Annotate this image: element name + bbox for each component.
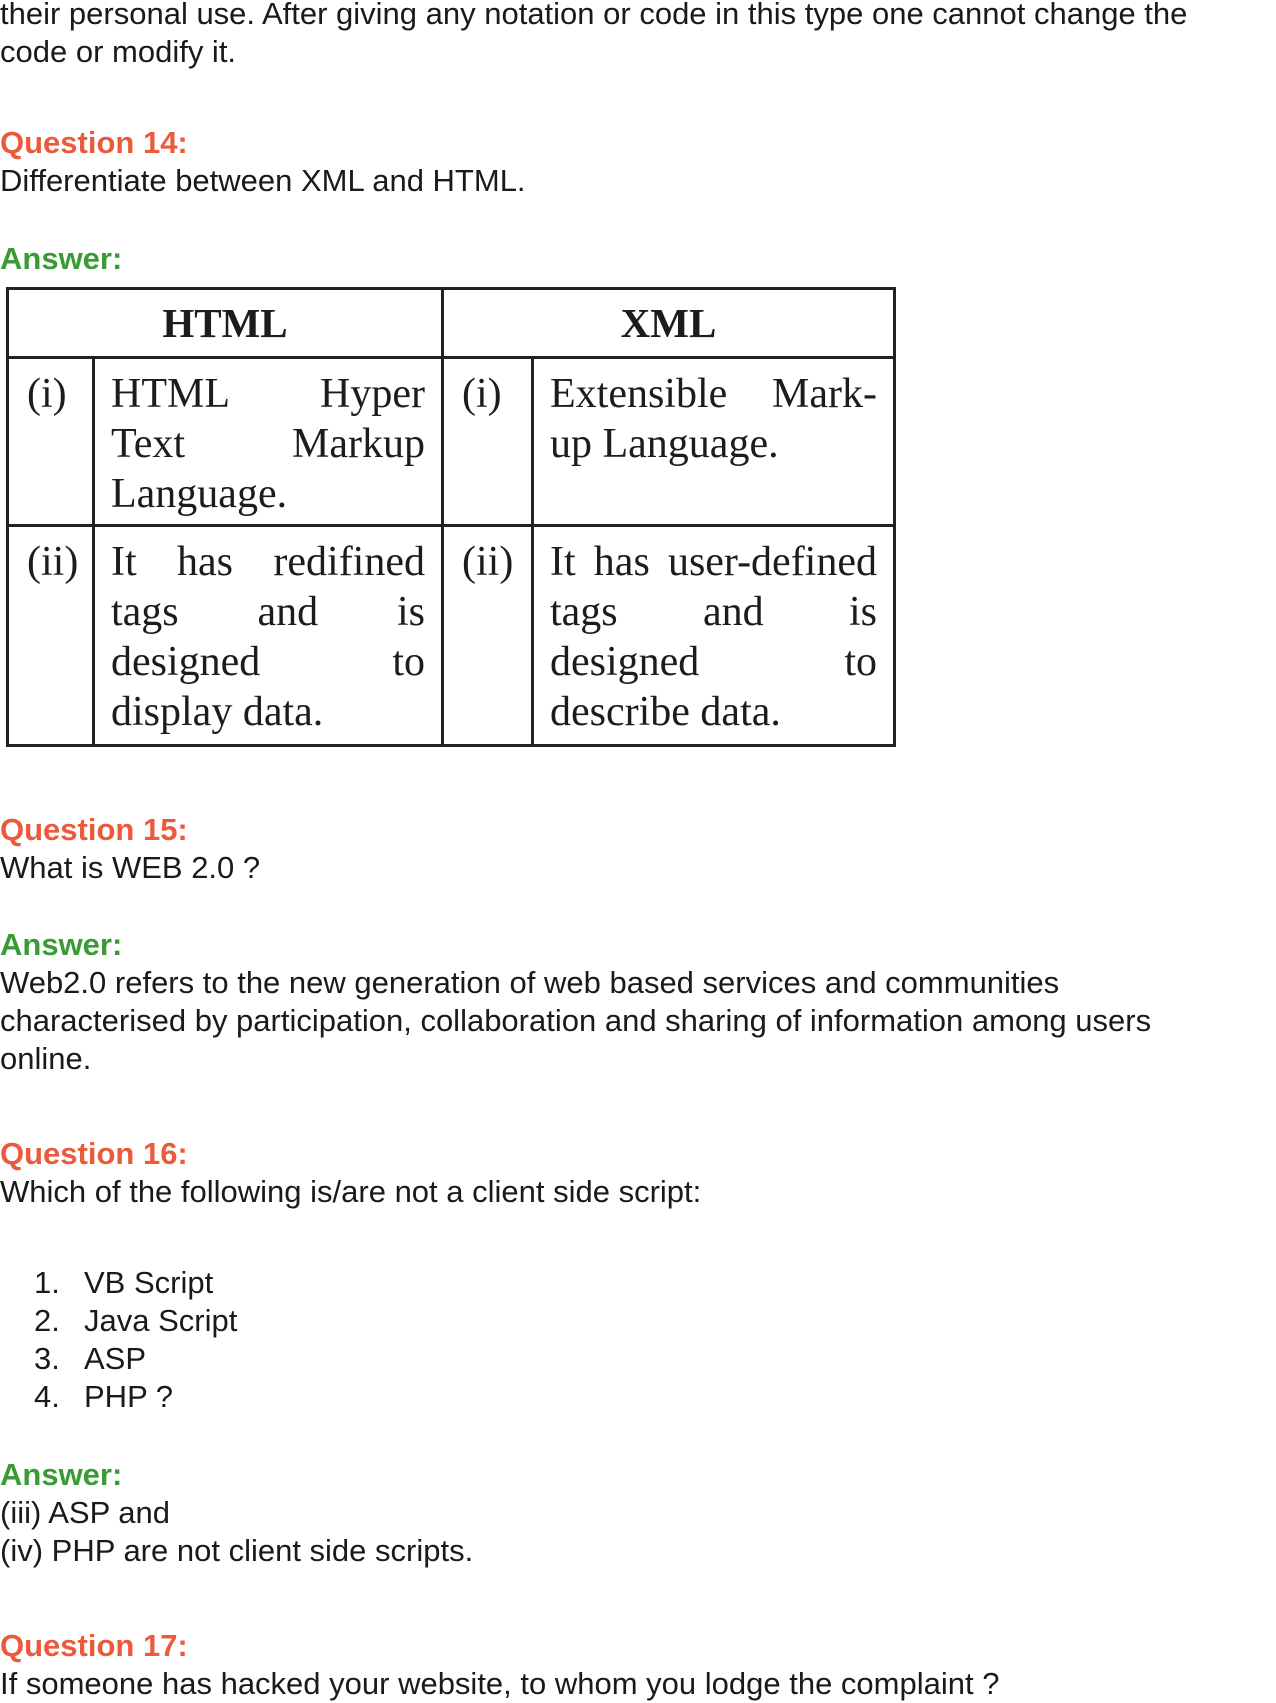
- question-17-heading: Question 17:: [0, 1628, 188, 1663]
- answer-15-line-2: characterised by participation, collaboration and sharing of information among users: [0, 1003, 1152, 1038]
- answer-16-line-2: (iv) PHP are not client side scripts.: [0, 1533, 474, 1568]
- table-row: [8, 358, 895, 526]
- question-16-heading: Question 16:: [0, 1136, 188, 1171]
- question-16-text: Which of the following is/are not a client side script:: [0, 1174, 702, 1209]
- option-1-text: VB Script: [84, 1265, 214, 1300]
- answer-16-heading: Answer:: [0, 1457, 123, 1492]
- table-header-html: HTML: [8, 289, 443, 358]
- html-row-2-number: (ii): [8, 526, 94, 746]
- html-row-1-text: HTML Hyper Text Markup Language.: [94, 358, 443, 526]
- question-15-text: What is WEB 2.0 ?: [0, 850, 261, 885]
- question-14-text: Differentiate between XML and HTML.: [0, 163, 526, 198]
- question-17-text: If someone has hacked your website, to whom you lodge the complaint ?: [0, 1666, 1000, 1701]
- question-14-heading: Question 14:: [0, 125, 188, 160]
- table-header-xml: XML: [443, 289, 895, 358]
- xml-row-1-number: (i): [443, 358, 533, 526]
- xml-row-2-text: It has user-defined tags and is designed to describe data.: [533, 526, 895, 746]
- option-1-number: 1.: [34, 1265, 60, 1300]
- answer-15-line-3: online.: [0, 1041, 92, 1076]
- option-4-number: 4.: [34, 1379, 60, 1414]
- html-xml-comparison-table: [6, 287, 896, 747]
- question-15-heading: Question 15:: [0, 812, 188, 847]
- answer-15-heading: Answer:: [0, 927, 123, 962]
- intro-line-1: their personal use. After giving any notation or code in this type one cannot change the: [0, 0, 1188, 31]
- answer-14-heading: Answer:: [0, 241, 123, 276]
- intro-line-2: code or modify it.: [0, 34, 237, 69]
- xml-row-2-number: (ii): [443, 526, 533, 746]
- answer-15-line-1: Web2.0 refers to the new generation of web based services and communities: [0, 965, 1060, 1000]
- xml-row-1-text: Extensible Mark-up Language.: [533, 358, 895, 526]
- option-3-text: ASP: [84, 1341, 147, 1376]
- html-row-2-text: It has redifined tags and is designed to display data.: [94, 526, 443, 746]
- option-2-text: Java Script: [84, 1303, 238, 1338]
- option-3-number: 3.: [34, 1341, 60, 1376]
- answer-16-line-1: (iii) ASP and: [0, 1495, 171, 1530]
- option-4-text: PHP ?: [84, 1379, 174, 1414]
- table-row: [8, 526, 895, 746]
- option-2-number: 2.: [34, 1303, 60, 1338]
- html-row-1-number: (i): [8, 358, 94, 526]
